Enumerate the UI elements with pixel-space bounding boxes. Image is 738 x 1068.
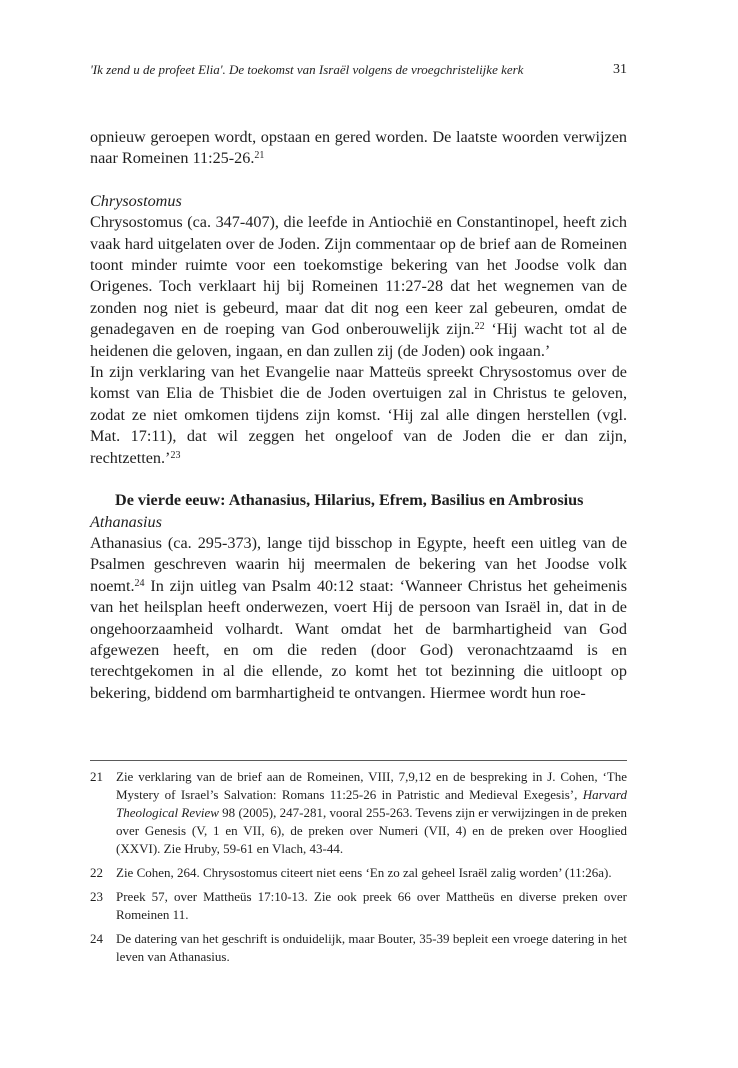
footnote-21: [90, 768, 627, 858]
footnote-text: Preek 57, over Mattheüs 17:10-13. Zie ook preek 66 over Mattheüs en diverse preken over Romeinen 11.: [116, 889, 627, 922]
athanasius-quote: In zijn uitleg van Psalm 40:12 staat: ‘Wanneer Christus het geheimenis van het heilsplan heeft onderwezen, voert Hij de persoon van Israël in, dat in de ongehoorzaamheid volhardt. Want omdat het de barmhartigheid van God afgewezen heeft, en om die reden (door God) veronachtzaamd is en terechtgekomen in al die ellende, zo komt het tot bezinning die uitloopt op bekering, biddend om barmhartigheid te ontvangen. Hiermee wordt hun roe-: [90, 576, 627, 702]
athanasius-paragraph: [90, 533, 627, 704]
chrysostomus-paragraph-1: [90, 212, 627, 362]
chrysostomus-p2-text: In zijn verklaring van het Evangelie naar Matteüs spreekt Chrysostomus over de komst van Elia de Thisbiet die de Joden overtuigen zal in Christus te geloven, zodat ze niet omkomen tijdens zijn komst. ‘Hij zal alle dingen herstellen (vgl. Mat. 17:11), dat wil zeggen het ongeloof van de Joden die er dan zijn, rechtzetten.’: [90, 363, 627, 467]
section-heading: De vierde eeuw: Athanasius, Hilarius, Efrem, Basilius en Ambrosius: [115, 491, 584, 510]
journal-title: Harvard Theological Review: [116, 787, 627, 820]
footnote-text: De datering van het geschrift is onduidelijk, maar Bouter, 35-39 bepleit een vroege datering in het leven van Athanasius.: [116, 931, 627, 964]
footnote-divider: [90, 760, 627, 761]
footnote-22: [90, 864, 627, 882]
footnote-number: 24: [90, 931, 103, 946]
running-head: 'Ik zend u de profeet Elia'. De toekomst van Israël volgens de vroegchristelijke kerk: [90, 62, 524, 77]
footnote-text: Zie Cohen, 264. Chrysostomus citeert niet eens ‘En zo zal geheel Israël zalig worden’ (11:26a).: [116, 865, 612, 880]
chrysostomus-p1-text: Chrysostomus (ca. 347-407), die leefde in Antiochië en Constantinopel, heeft zich vaak hard uitgelaten over de Joden. Zijn commentaar op de brief aan de Romeinen toont minder ruimte voor een toekomstige bekering van het Joodse volk dan Origenes. Toch verklaart hij bij Romeinen 11:27-28 dat het wegnemen van de zonden nog niet is gebeurd, maar dat dit nog een keer zal gebeuren, omdat de genadegaven en de roeping van God onberouwelijk zijn.: [90, 213, 627, 339]
footnote-ref-21[interactable]: 21: [254, 150, 265, 162]
intro-paragraph: [90, 127, 627, 170]
footnotes: [90, 768, 627, 972]
footnote-text: [116, 768, 627, 858]
footnote-number: 21: [90, 769, 103, 784]
page-number: 31: [613, 62, 627, 77]
footnote-text-part: Zie verklaring van de brief aan de Romeinen, VIII, 7,9,12 en de bespreking in J. Cohen, ‘The Mystery of Israel’s Salvation: Romans 11:25-26 in Patristic and Medieval Exegesis’,: [116, 769, 627, 802]
footnote-24: [90, 930, 627, 966]
footnote-number: 22: [90, 865, 103, 880]
subhead-chrysostomus: Chrysostomus: [90, 191, 182, 210]
chrysostomus-paragraph-2: [90, 362, 627, 469]
footnote-text-part: 98 (2005), 247-281, vooral 255-263. Tevens zijn er verwijzingen in de preken over Genesis (V, 1 en VII, 6), de preken over Numeri (VII, 4) en de preken over Hooglied (XXVI). Zie Hruby, 59-61 en Vlach, 43-44.: [116, 805, 627, 856]
athanasius-text: Athanasius (ca. 295-373), lange tijd bisschop in Egypte, heeft een uitleg van de Psalmen geschreven waarin hij meermalen de bekering van het Joodse volk noemt.: [90, 533, 627, 595]
footnote-ref-22[interactable]: 22: [474, 321, 485, 333]
footnote-number: 23: [90, 889, 103, 904]
intro-text: opnieuw geroepen wordt, opstaan en gered worden. De laatste woorden verwijzen naar Romeinen 11:25-26.: [90, 128, 627, 168]
footnote-ref-23[interactable]: 23: [170, 449, 181, 461]
footnote-23: [90, 888, 627, 924]
subhead-athanasius: Athanasius: [90, 512, 162, 531]
footnote-ref-24[interactable]: 24: [134, 577, 145, 589]
body-text: [90, 127, 627, 704]
chrysostomus-p1-quote: ‘Hij wacht tot al de heidenen die geloven, ingaan, en dan zullen zij (de Joden) ook ingaan.’: [90, 320, 627, 360]
